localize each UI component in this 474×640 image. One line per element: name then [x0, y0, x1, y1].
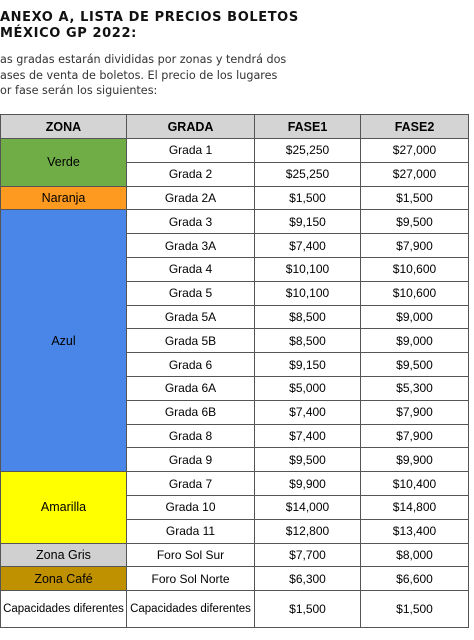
- fase1-cell: $9,500: [255, 448, 361, 472]
- fase1-cell: $8,500: [255, 305, 361, 329]
- fase2-cell: $9,900: [361, 448, 469, 472]
- grada-cell: Grada 7: [127, 472, 255, 496]
- table-row: [1, 139, 469, 163]
- fase1-cell: $10,100: [255, 281, 361, 305]
- fase2-cell: $27,000: [361, 139, 469, 163]
- title-line-1: ANEXO A, LISTA DE PRECIOS BOLETOS: [0, 10, 299, 25]
- fase1-cell: $9,150: [255, 353, 361, 377]
- fase1-cell: $8,500: [255, 329, 361, 353]
- fase1-cell: $7,400: [255, 400, 361, 424]
- grada-cell: Grada 4: [127, 257, 255, 281]
- fase1-cell: $6,300: [255, 567, 361, 591]
- fase1-cell: $7,400: [255, 424, 361, 448]
- fase2-cell: $9,500: [361, 210, 469, 234]
- zone-cafe: Zona Café: [1, 567, 127, 591]
- fase1-cell: $10,100: [255, 257, 361, 281]
- grada-cell: Grada 2: [127, 162, 255, 186]
- intro-line-1: as gradas estarán divididas por zonas y tendrá dos: [0, 53, 287, 66]
- fase2-cell: $9,000: [361, 305, 469, 329]
- price-table: [0, 114, 469, 628]
- table-row: [1, 591, 469, 628]
- fase2-cell: $13,400: [361, 519, 469, 543]
- grada-cell: Grada 2A: [127, 186, 255, 210]
- zone-verde: Verde: [1, 139, 127, 187]
- zone-capacidades: Capacidades diferentes: [1, 591, 127, 628]
- fase2-cell: $9,000: [361, 329, 469, 353]
- header-zona: ZONA: [1, 115, 127, 139]
- document-title: [0, 10, 474, 42]
- fase2-cell: $10,600: [361, 257, 469, 281]
- grada-cell: Grada 6B: [127, 400, 255, 424]
- grada-cell: Grada 5A: [127, 305, 255, 329]
- grada-cell: Foro Sol Sur: [127, 543, 255, 567]
- grada-cell: Capacidades diferentes: [127, 591, 255, 628]
- fase1-cell: $9,900: [255, 472, 361, 496]
- fase1-cell: $25,250: [255, 162, 361, 186]
- zone-naranja: Naranja: [1, 186, 127, 210]
- fase1-cell: $1,500: [255, 591, 361, 628]
- grada-cell: Grada 3: [127, 210, 255, 234]
- fase1-cell: $14,000: [255, 495, 361, 519]
- grada-cell: Grada 11: [127, 519, 255, 543]
- grada-cell: Foro Sol Norte: [127, 567, 255, 591]
- fase1-cell: $1,500: [255, 186, 361, 210]
- table-row: [1, 567, 469, 591]
- grada-cell: Grada 5B: [127, 329, 255, 353]
- grada-cell: Grada 3A: [127, 234, 255, 258]
- fase2-cell: $8,000: [361, 543, 469, 567]
- table-row: [1, 543, 469, 567]
- grada-cell: Grada 1: [127, 139, 255, 163]
- fase2-cell: $7,900: [361, 234, 469, 258]
- fase2-cell: $10,400: [361, 472, 469, 496]
- header-fase1: FASE1: [255, 115, 361, 139]
- intro-line-2: ases de venta de boletos. El precio de los lugares: [0, 68, 278, 82]
- table-row: [1, 186, 469, 210]
- fase2-cell: $14,800: [361, 495, 469, 519]
- grada-cell: Grada 10: [127, 495, 255, 519]
- table-row: [1, 472, 469, 496]
- grada-cell: Grada 5: [127, 281, 255, 305]
- table-row: [1, 210, 469, 234]
- zone-azul: Azul: [1, 210, 127, 472]
- fase1-cell: $25,250: [255, 139, 361, 163]
- header-fase2: FASE2: [361, 115, 469, 139]
- fase2-cell: $5,300: [361, 376, 469, 400]
- fase2-cell: $10,600: [361, 281, 469, 305]
- fase2-cell: $27,000: [361, 162, 469, 186]
- zone-gris: Zona Gris: [1, 543, 127, 567]
- fase2-cell: $7,900: [361, 424, 469, 448]
- intro-line-3: or fase serán los siguientes:: [0, 84, 158, 97]
- fase1-cell: $9,150: [255, 210, 361, 234]
- fase1-cell: $5,000: [255, 376, 361, 400]
- fase2-cell: $6,600: [361, 567, 469, 591]
- fase1-cell: $7,700: [255, 543, 361, 567]
- fase2-cell: $1,500: [361, 186, 469, 210]
- grada-cell: Grada 6A: [127, 376, 255, 400]
- fase1-cell: $7,400: [255, 234, 361, 258]
- grada-cell: Grada 6: [127, 353, 255, 377]
- fase1-cell: $12,800: [255, 519, 361, 543]
- fase2-cell: $1,500: [361, 591, 469, 628]
- grada-cell: Grada 8: [127, 424, 255, 448]
- header-grada: GRADA: [127, 115, 255, 139]
- grada-cell: Grada 9: [127, 448, 255, 472]
- table-header-row: [1, 115, 469, 139]
- intro-paragraph: [0, 52, 474, 99]
- title-line-2: MÉXICO GP 2022:: [0, 26, 137, 41]
- fase2-cell: $9,500: [361, 353, 469, 377]
- fase2-cell: $7,900: [361, 400, 469, 424]
- zone-amarilla: Amarilla: [1, 472, 127, 543]
